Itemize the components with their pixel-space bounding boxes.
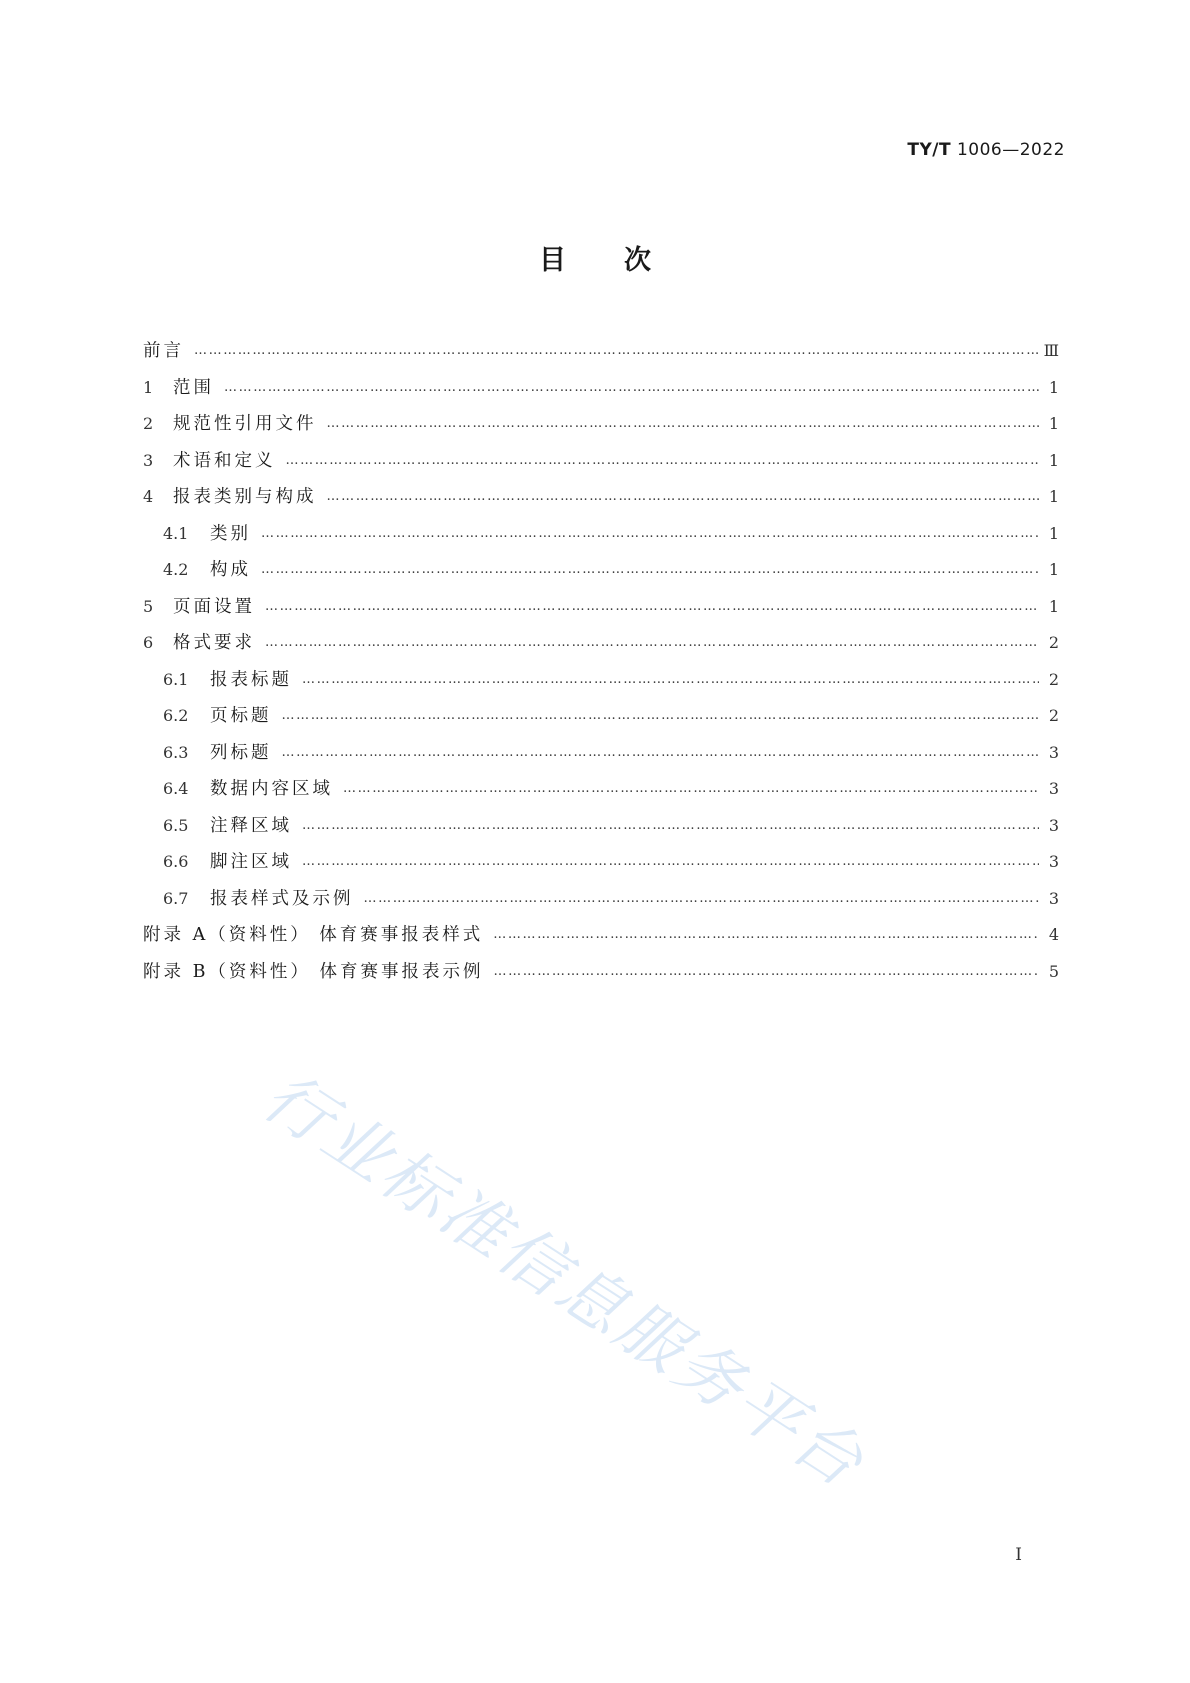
toc-entry-label: 范围 [173,377,214,398]
toc-entry-number: 6.5 [163,815,189,835]
toc-entry-page: 1 [1048,560,1059,579]
toc-entry-label: 页标题 [210,706,272,726]
toc-leader-dots [343,781,1039,796]
toc-entry-label: 附录 A（资料性） 体育赛事报表样式 [143,925,484,945]
toc-leader-dots [286,453,1040,468]
toc-entry-page: 1 [1048,414,1059,433]
toc-entry-number: 4 [143,487,154,506]
toc-entry-label: 注释区域 [210,815,292,836]
toc-entry[interactable] [143,702,1059,739]
toc-entry[interactable] [143,775,1059,812]
toc-entry-page: 5 [1048,961,1059,981]
toc-entry-number: 6.7 [163,888,189,908]
toc-entry[interactable] [143,410,1059,447]
toc-entry[interactable] [143,447,1059,484]
toc-entry-number: 6.6 [163,852,189,871]
toc-leader-dots [265,635,1039,650]
toc-entry-label: 报表样式及示例 [210,888,354,909]
toc-entry-number: 6 [143,633,154,652]
standard-prefix: TY/T [907,140,952,160]
toc-entry[interactable] [143,958,1059,995]
toc-leader-dots [261,562,1039,577]
toc-leader-dots [327,489,1040,504]
toc-entry-page: 1 [1048,450,1059,470]
toc-leader-dots [327,416,1040,431]
toc-entry-page: 1 [1048,523,1059,543]
toc-entry[interactable] [143,520,1059,557]
toc-entry-label: 报表标题 [210,669,292,690]
toc-entry-page: 1 [1048,596,1059,616]
toc-entry-label: 类别 [210,523,251,544]
toc-entry-page: 3 [1048,888,1059,908]
toc-entry-number: 4.1 [163,523,189,543]
toc-leader-dots [282,745,1040,760]
toc-leader-dots [282,708,1040,723]
toc-leader-dots [261,526,1039,541]
toc-entry[interactable] [143,337,1059,374]
toc-entry-label: 前言 [143,341,184,361]
toc-leader-dots [302,818,1039,833]
toc-entry-number: 2 [143,414,154,433]
toc-entry-number: 6.2 [163,706,189,725]
toc-entry-number: 1 [143,377,154,397]
toc-entry-number: 3 [143,450,154,470]
toc-entry-label: 格式要求 [173,633,255,653]
watermark: 行业标准信息服务平台 [249,1057,879,1504]
toc-entry-label: 附录 B（资料性） 体育赛事报表示例 [143,961,484,982]
toc-entry[interactable] [143,812,1059,849]
toc-entry-page: 2 [1048,706,1059,725]
toc-leader-dots [364,891,1040,906]
page-number: Ⅰ [1015,1545,1022,1565]
toc-title: 目次 [539,245,709,276]
toc-entry[interactable] [143,739,1059,776]
toc-entry-page: 2 [1048,669,1059,689]
table-of-contents [143,337,1059,994]
toc-entry[interactable] [143,885,1059,922]
toc-entry[interactable] [143,848,1059,885]
toc-entry-label: 报表类别与构成 [173,487,317,507]
toc-entry-number: 6.3 [163,742,189,762]
toc-leader-dots [302,672,1039,687]
toc-entry-page: 2 [1048,633,1059,652]
toc-entry-page: 3 [1048,852,1059,871]
toc-entry-page: 1 [1048,487,1059,506]
toc-entry-number: 6.4 [163,779,189,798]
toc-entry-label: 页面设置 [173,596,255,617]
toc-entry[interactable] [143,593,1059,630]
toc-entry-label: 构成 [210,560,251,580]
toc-entry-page: 1 [1048,377,1059,397]
toc-leader-dots [224,380,1039,395]
standard-number: 1006—2022 [956,140,1065,160]
toc-entry-number: 5 [143,596,154,616]
toc-entry-page: 3 [1048,815,1059,835]
toc-entry-page: 4 [1048,925,1059,944]
standard-code [907,140,1065,160]
toc-entry-page: Ⅲ [1043,341,1059,360]
toc-entry[interactable] [143,629,1059,666]
toc-entry-label: 规范性引用文件 [173,414,317,434]
toc-entry-number: 4.2 [163,560,189,579]
toc-entry-label: 列标题 [210,742,272,763]
toc-leader-dots [265,599,1039,614]
toc-leader-dots [194,343,1038,358]
toc-leader-dots [302,854,1039,869]
toc-entry[interactable] [143,374,1059,411]
toc-leader-dots [494,964,1040,979]
toc-entry-page: 3 [1048,779,1059,798]
toc-leader-dots [493,927,1039,942]
toc-entry-number: 6.1 [163,669,189,689]
toc-entry-label: 数据内容区域 [210,779,333,799]
toc-entry-label: 脚注区域 [210,852,292,872]
toc-entry[interactable] [143,483,1059,520]
toc-entry[interactable] [143,666,1059,703]
toc-entry[interactable] [143,921,1059,958]
toc-entry-page: 3 [1048,742,1059,762]
toc-entry[interactable] [143,556,1059,593]
toc-entry-label: 术语和定义 [173,450,276,471]
